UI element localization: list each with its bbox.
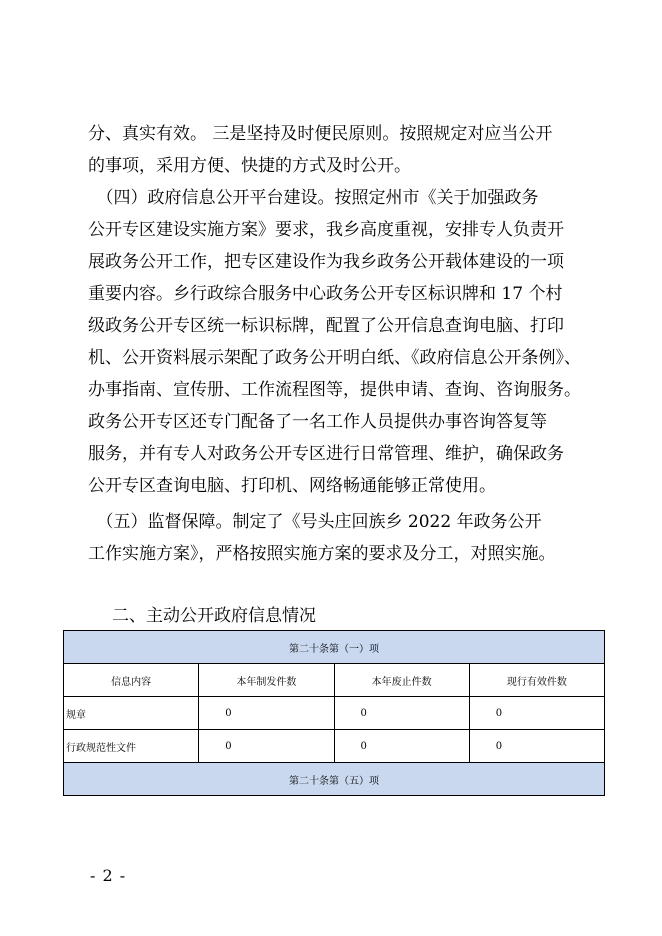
text-line: 工作实施方案》，严格按照实施方案的要求及分工，对照实施。 bbox=[88, 544, 556, 564]
text-line: 政务公开专区还专门配备了一名工作人员提供办事咨询答复等 bbox=[88, 412, 547, 432]
text-line: 分、真实有效。 三是坚持及时便民原则。按照规定对应当公开 bbox=[88, 124, 553, 144]
paragraph-principles bbox=[88, 118, 608, 182]
table-section-row bbox=[64, 763, 605, 796]
table-section-row bbox=[64, 631, 605, 664]
abolished-count: 0 bbox=[334, 697, 469, 730]
column-header: 信息内容 bbox=[64, 664, 199, 697]
page-number: - 2 - bbox=[90, 866, 127, 885]
row-name: 行政规范性文件 bbox=[64, 730, 199, 763]
text-line: （四）政府信息公开平台建设。按照定州市《关于加强政务 bbox=[88, 188, 539, 208]
paragraph-platform bbox=[88, 182, 608, 502]
text-line: 办事指南、宣传册、工作流程图等，提供申请、查询、咨询服务。 bbox=[88, 380, 581, 400]
abolished-count: 0 bbox=[334, 730, 469, 763]
column-header: 现行有效件数 bbox=[469, 664, 604, 697]
table-row bbox=[64, 697, 605, 730]
paragraph-supervision bbox=[88, 506, 608, 570]
table-row bbox=[64, 730, 605, 763]
issued-count: 0 bbox=[199, 730, 334, 763]
text-line: （五）监督保障。制定了《号头庄回族乡 2022 年政务公开 bbox=[88, 512, 542, 532]
disclosure-table bbox=[63, 630, 605, 796]
section-a-label: 第二十条第（一）项 bbox=[64, 631, 605, 664]
row-name: 规章 bbox=[64, 697, 199, 730]
column-header: 本年废止件数 bbox=[334, 664, 469, 697]
text-line: 展政务公开工作，把专区建设作为我乡政务公开载体建设的一项 bbox=[88, 252, 564, 272]
text-line: 的事项，采用方便、快捷的方式及时公开。 bbox=[88, 156, 411, 176]
text-line: 公开专区查询电脑、打印机、网络畅通能够正常使用。 bbox=[88, 476, 496, 496]
text-line: 机、公开资料展示架配了政务公开明白纸、《政府信息公开条例》、 bbox=[88, 348, 581, 368]
issued-count: 0 bbox=[199, 697, 334, 730]
section-heading: 二、主动公开政府信息情况 bbox=[112, 606, 316, 626]
text-line: 服务，并有专人对政务公开专区进行日常管理、维护，确保政务 bbox=[88, 444, 564, 464]
valid-count: 0 bbox=[469, 697, 604, 730]
table-header-row bbox=[64, 664, 605, 697]
text-line: 级政务公开专区统一标识标牌，配置了公开信息查询电脑、打印 bbox=[88, 316, 564, 336]
text-line: 公开专区建设实施方案》要求，我乡高度重视，安排专人负责开 bbox=[88, 220, 564, 240]
valid-count: 0 bbox=[469, 730, 604, 763]
section-b-label: 第二十条第（五）项 bbox=[64, 763, 605, 796]
column-header: 本年制发件数 bbox=[199, 664, 334, 697]
text-line: 重要内容。乡行政综合服务中心政务公开专区标识牌和 17 个村 bbox=[88, 284, 563, 304]
